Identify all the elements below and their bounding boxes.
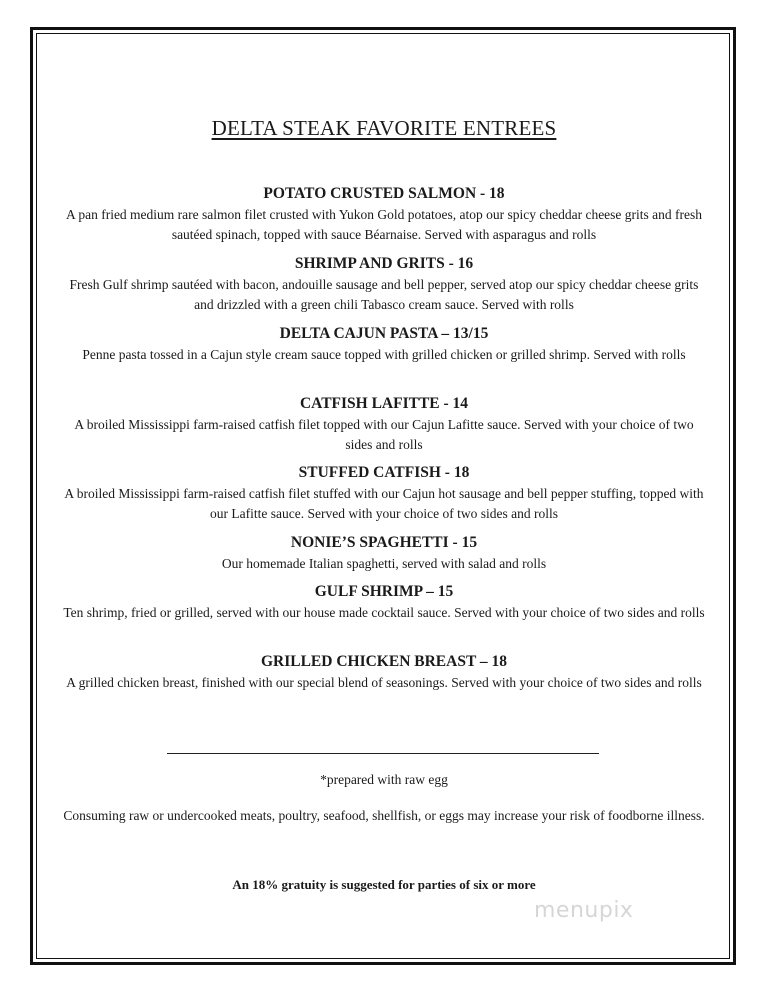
entree-description: A broiled Mississippi farm-raised catfish filet stuffed with our Cajun hot sausage and bell pepper stuffing, topped with our Lafitte sauce. Served with your choice of two sides and rolls bbox=[64, 486, 704, 521]
entree-name: CATFISH LAFITTE - 14 bbox=[299, 395, 469, 412]
entree-description: Our homemade Italian spaghetti, served with salad and rolls bbox=[221, 556, 547, 571]
entree-name: STUFFED CATFISH - 18 bbox=[298, 464, 470, 481]
gratuity-note: An 18% gratuity is suggested for parties of six or more bbox=[232, 877, 536, 892]
entree-name: SHRIMP AND GRITS - 16 bbox=[294, 255, 474, 272]
entree-description: Ten shrimp, fried or grilled, served with our house made cocktail sauce. Served with your choice of two sides and rolls bbox=[63, 605, 705, 620]
menu-title: DELTA STEAK FAVORITE ENTREES bbox=[211, 116, 557, 140]
entree-name: GULF SHRIMP – 15 bbox=[314, 583, 454, 600]
entree-description: A broiled Mississippi farm-raised catfish filet topped with our Cajun Lafitte sauce. Served with your choice of two sides and rolls bbox=[74, 417, 694, 452]
entree-item bbox=[60, 324, 708, 365]
entree-item bbox=[60, 394, 708, 455]
entree-item bbox=[60, 463, 708, 524]
entree-description: A grilled chicken breast, finished with our special blend of seasonings. Served with your choice of two sides and rolls bbox=[66, 675, 702, 690]
entree-description: Fresh Gulf shrimp sautéed with bacon, andouille sausage and bell pepper, served atop our spicy cheddar cheese grits and drizzled with a green chili Tabasco cream sauce. Served with rolls bbox=[69, 277, 699, 312]
entree-item bbox=[60, 533, 708, 574]
entree-item bbox=[60, 184, 708, 245]
entree-item bbox=[60, 254, 708, 315]
entree-description: Penne pasta tossed in a Cajun style cream sauce topped with grilled chicken or grilled shrimp. Served with rolls bbox=[82, 347, 686, 362]
entree-name: GRILLED CHICKEN BREAST – 18 bbox=[260, 653, 508, 670]
watermark-haze bbox=[548, 879, 680, 893]
entree-item bbox=[60, 652, 708, 693]
raw-egg-note: *prepared with raw egg bbox=[320, 772, 448, 787]
menupix-watermark: menupix bbox=[534, 898, 634, 923]
divider-line bbox=[167, 753, 599, 754]
entree-item bbox=[60, 582, 708, 623]
entree-description: A pan fried medium rare salmon filet crusted with Yukon Gold potatoes, atop our spicy cheddar cheese grits and fresh sautéed spinach, topped with sauce Béarnaise. Served with asparagus and rolls bbox=[65, 207, 703, 242]
entree-name: DELTA CAJUN PASTA – 13/15 bbox=[279, 325, 489, 342]
food-safety-warning: Consuming raw or undercooked meats, poultry, seafood, shellfish, or eggs may increase your risk of foodborne illness. bbox=[63, 808, 705, 823]
entree-name: POTATO CRUSTED SALMON - 18 bbox=[263, 185, 505, 202]
entree-name: NONIE’S SPAGHETTI - 15 bbox=[290, 534, 478, 551]
